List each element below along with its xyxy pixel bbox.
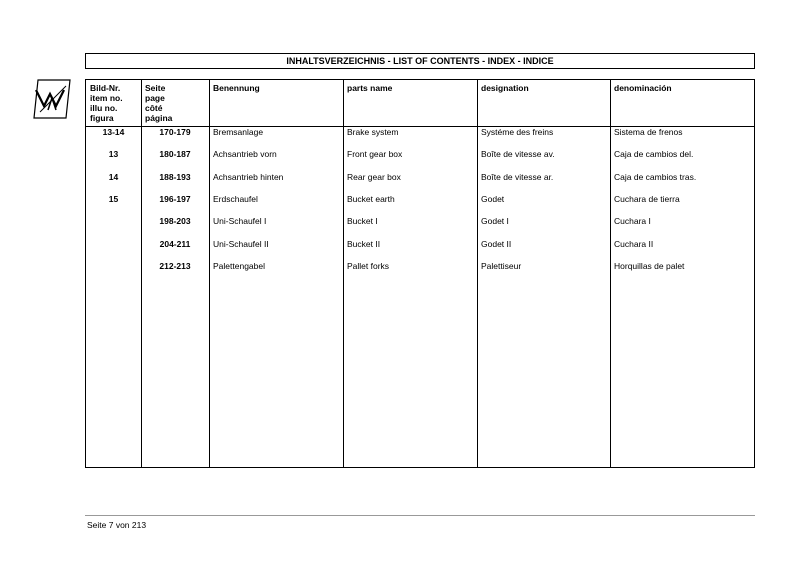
table-cell-es: Sistema de frenos	[614, 127, 683, 137]
table-cell-es: Caja de cambios del.	[614, 149, 694, 160]
header-benennung: Benennung	[213, 83, 260, 93]
table-cell-de: Uni-Schaufel I	[213, 216, 267, 227]
table-cell-fr: Palettiseur	[481, 260, 522, 271]
table-cell-bild: 14	[108, 171, 119, 182]
table-cell-es: Cuchara de tierra	[614, 193, 680, 204]
table-cell-de: Achsantrieb hinten	[213, 171, 284, 182]
wm-logo-icon	[30, 76, 74, 122]
page-title: INHALTSVERZEICHNIS - LIST OF CONTENTS - INDEX - INDICE	[85, 53, 755, 69]
table-cell-en: Bucket I	[347, 216, 378, 227]
table-cell-fr: Systéme des freins	[481, 127, 554, 137]
table-cell-seite: 212-213	[159, 260, 191, 271]
table-cell-en: Front gear box	[347, 149, 403, 160]
footer-divider	[85, 515, 755, 516]
header-seite: Seite page côté página	[145, 83, 173, 123]
table-cell-fr: Boîte de vitesse ar.	[481, 171, 554, 182]
header-designation: designation	[481, 83, 529, 93]
table-cell-bild: 13	[108, 149, 119, 160]
table-cell-de: Bremsanlage	[213, 127, 264, 137]
table-cell-fr: Godet II	[481, 238, 512, 249]
table-cell-seite: 180-187	[159, 149, 191, 160]
table-cell-en: Brake system	[347, 127, 399, 137]
table-cell-seite: 188-193	[159, 171, 191, 182]
table-cell-seite: 196-197	[159, 193, 191, 204]
header-bild: Bild-Nr. item no. illu no. figura	[90, 83, 123, 123]
table-cell-es: Horquillas de palet	[614, 260, 685, 271]
table-cell-seite: 204-211	[159, 238, 191, 249]
table-cell-de: Palettengabel	[213, 260, 265, 271]
table-cell-de: Achsantrieb vorn	[213, 149, 277, 160]
table-cell-fr: Godet	[481, 193, 505, 204]
header-denominacion: denominación	[614, 83, 672, 93]
table-cell-en: Bucket earth	[347, 193, 395, 204]
table-cell-seite: 198-203	[159, 216, 191, 227]
table-cell-en: Pallet forks	[347, 260, 390, 271]
table-cell-fr: Godet I	[481, 216, 509, 227]
table-cell-fr: Boîte de vitesse av.	[481, 149, 555, 160]
header-parts-name: parts name	[347, 83, 393, 93]
table-cell-bild: 15	[108, 193, 119, 204]
table-cell-es: Caja de cambios tras.	[614, 171, 697, 182]
table-cell-en: Rear gear box	[347, 171, 401, 182]
contents-table	[85, 79, 755, 468]
page-footer: Seite 7 von 213	[87, 520, 147, 530]
table-cell-de: Uni-Schaufel II	[213, 238, 269, 249]
table-cell-en: Bucket II	[347, 238, 381, 249]
table-cell-bild: 13-14	[102, 127, 125, 137]
table-cell-seite: 170-179	[159, 127, 191, 137]
table-cell-es: Cuchara II	[614, 238, 654, 249]
table-cell-es: Cuchara I	[614, 216, 651, 227]
table-cell-de: Erdschaufel	[213, 193, 258, 204]
